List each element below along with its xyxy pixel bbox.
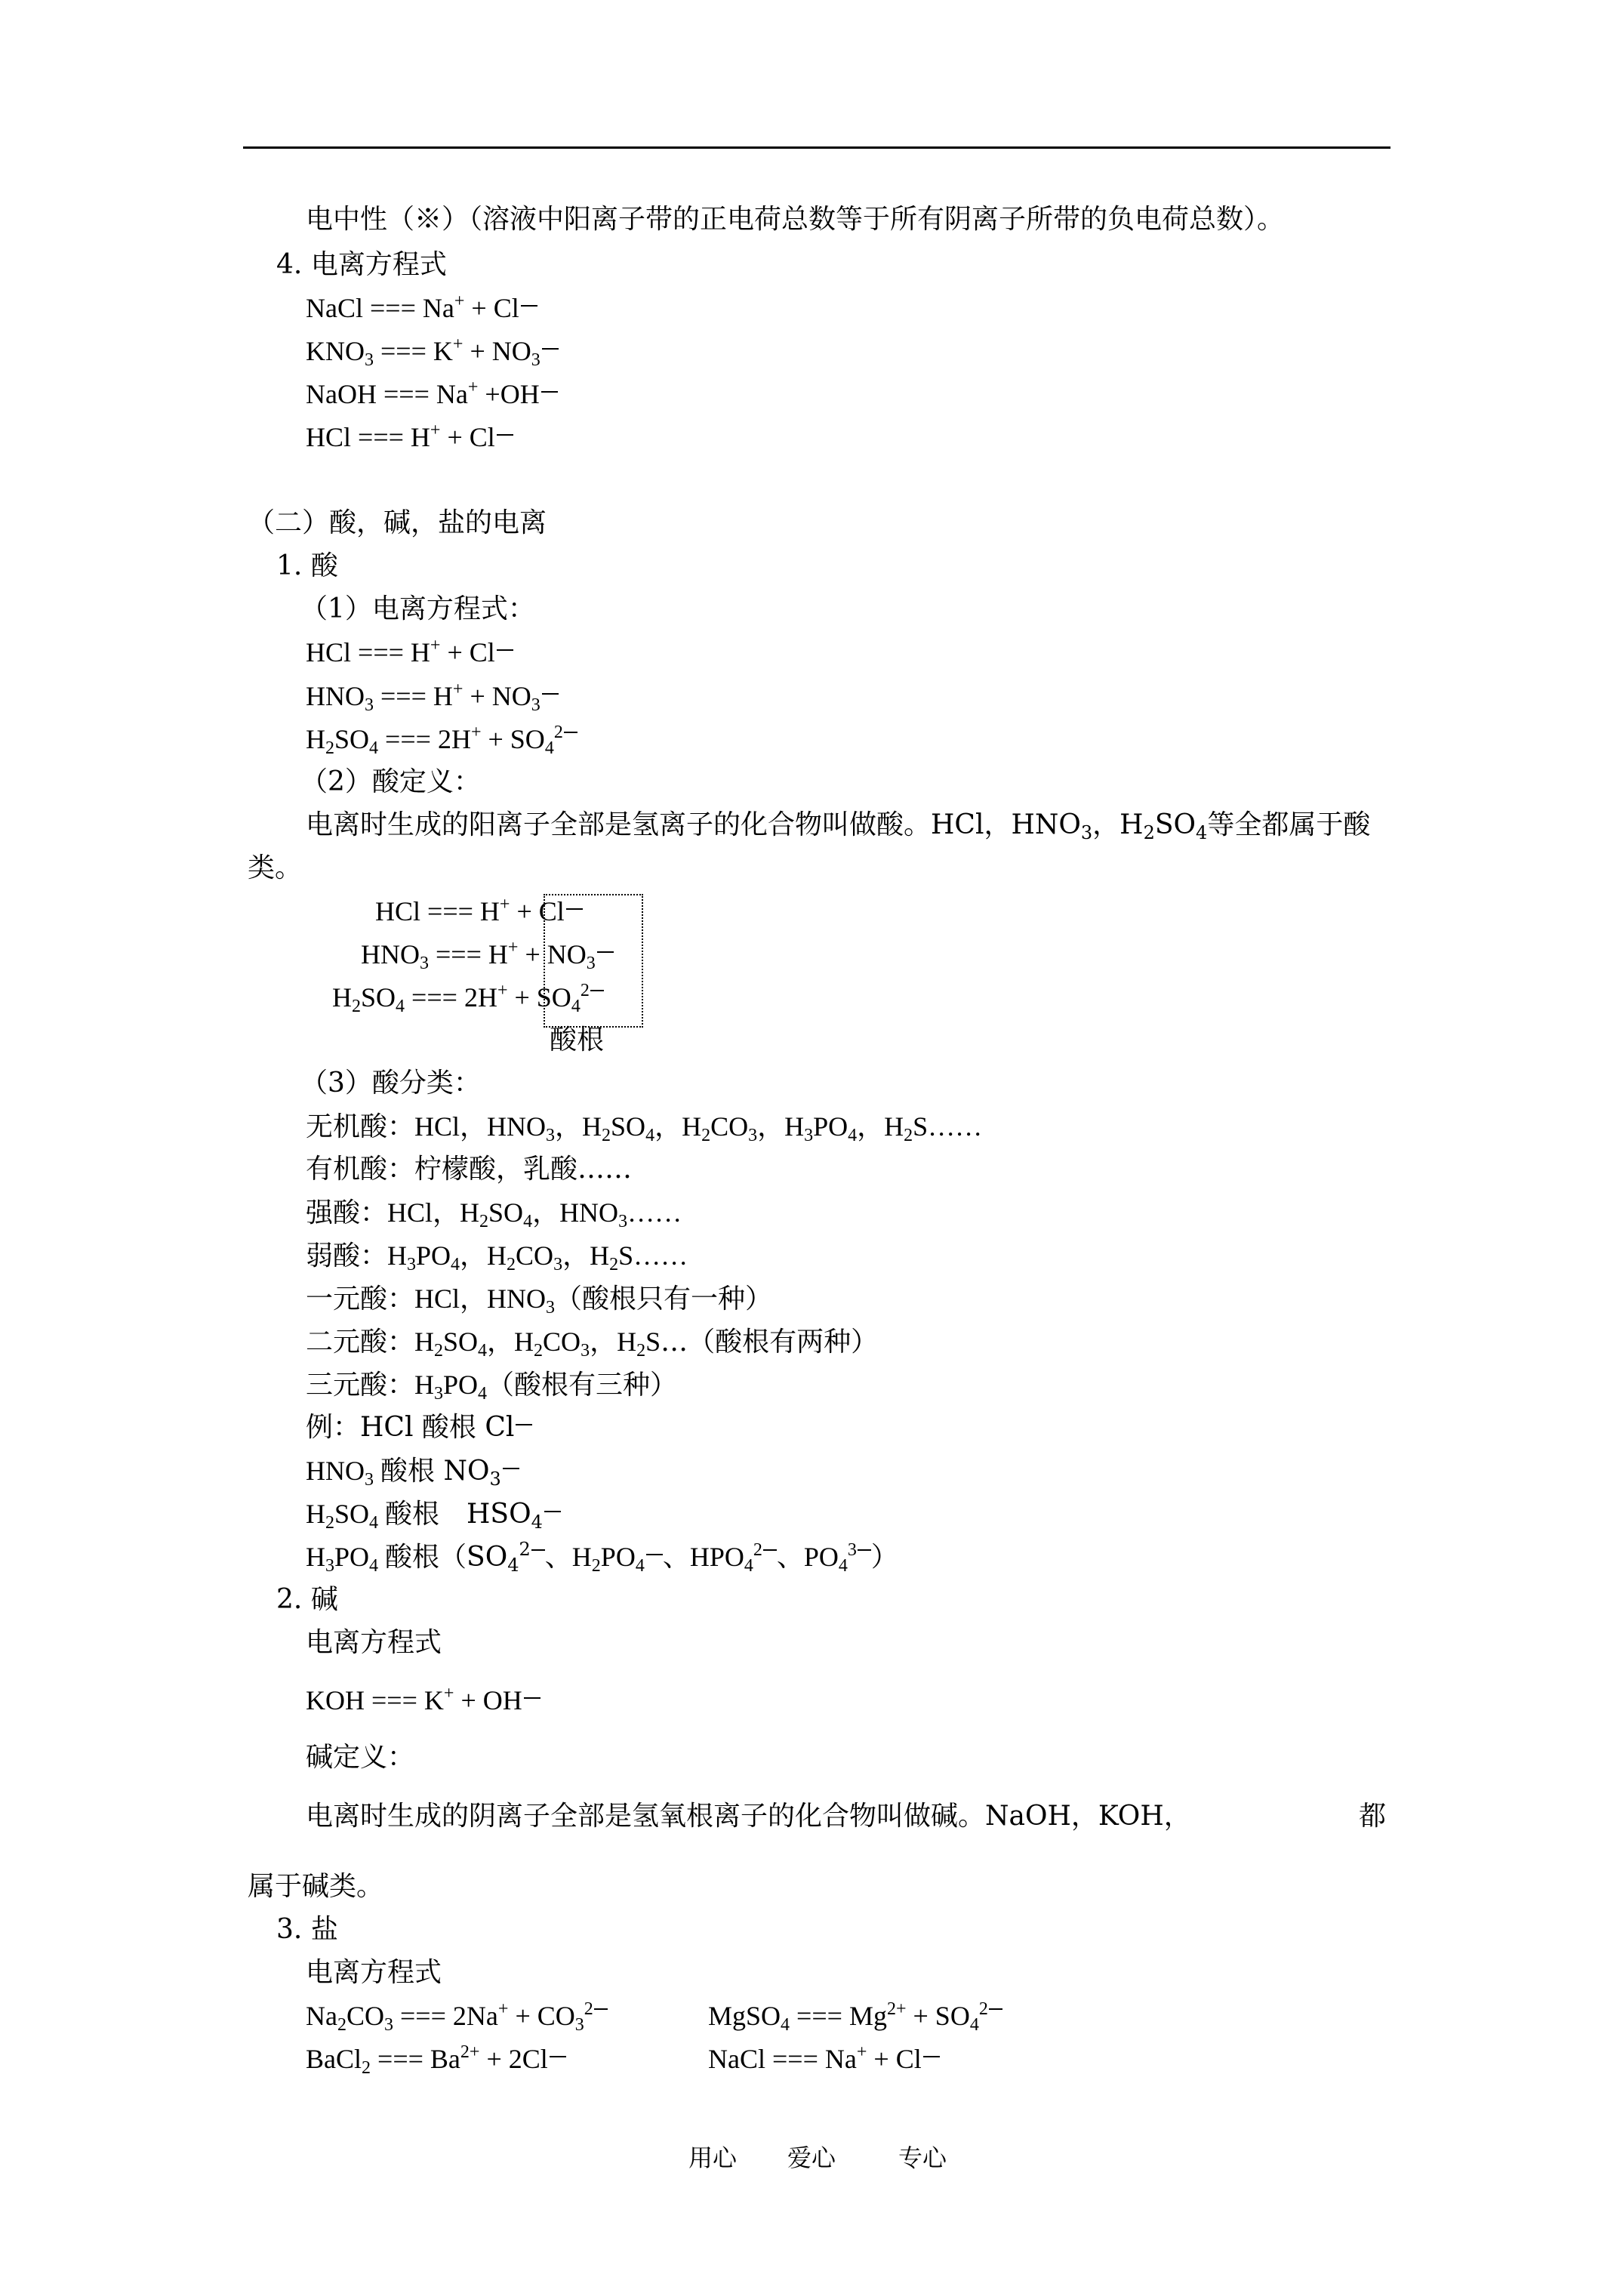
acid-def-line2: 类。: [248, 852, 303, 883]
base-def-line2: 属于碱类。: [248, 1871, 384, 1902]
example-hcl: 例：HCl 酸根 Cl: [306, 1410, 532, 1445]
acid-sub1: （1）电离方程式：: [300, 593, 535, 624]
salt-eq-na2co3: $Na_2CO_3$ === $2Na^+ + CO_3^2$: [306, 1999, 608, 2033]
box-eq-hcl: HCl === H+ + Cl: [375, 894, 583, 929]
classify-tri: 三元酸：$H_3PO_4$（酸根有三种）: [306, 1370, 678, 1404]
salt-eq-title: 电离方程式: [306, 1957, 442, 1988]
eq-nacl: NaCl === Na+ + Cl: [306, 291, 537, 325]
box-eq-h2so4: $H_2SO_4$ === $2H^+ + SO_4^2$: [332, 980, 604, 1015]
example-h2so4: $H_2SO_4$ 酸根 $HSO_4$: [306, 1496, 561, 1532]
acid-eq-hno3: $HNO_3$ === $H^+ + NO_3$: [306, 679, 559, 713]
salt-heading: 3. 盐: [276, 1914, 338, 1945]
salt-eq-bacl2: BaCl$_2$ === $Ba^{2+} + 2Cl$: [306, 2042, 566, 2076]
eq-hcl: HCl === H+ + Cl: [306, 420, 513, 455]
item4-number: 4.: [276, 249, 303, 280]
classify-strong: 强酸：HCl，$H_2SO_4$，$HNO_3\dots\dots$: [306, 1197, 682, 1231]
acid-sub2: （2）酸定义：: [300, 766, 481, 797]
footer-text-1: 用心: [688, 2143, 738, 2172]
item4-title: 电离方程式: [310, 249, 447, 280]
classify-inorganic: 无机酸：HCl，$HNO_3$，$H_2SO_4$，$H_2CO_3$，$H_3PO_4$，$H_2S\dots\dots$: [306, 1111, 983, 1145]
base-heading: 2. 碱: [276, 1584, 338, 1615]
base-eq-koh: KOH === K+ + OH: [306, 1683, 540, 1718]
acid-def-line1: 电离时生成的阳离子全部是氢离子的化合物叫做酸。HCl，$HNO_3$，$H_2SO_4$等全都属于酸: [306, 809, 1371, 843]
acid-heading: 1. 酸: [276, 550, 338, 581]
salt-eq-mgso4: MgSO$_4$ === $Mg^{2+} + SO_4^2$: [708, 1999, 1002, 2033]
box-eq-hno3: $HNO_3$ === $H^+ + NO_3$: [361, 937, 614, 972]
example-hno3: $HNO_3$ 酸根 $NO_3$: [306, 1453, 519, 1489]
item4-heading: [276, 248, 447, 282]
classify-mono: 一元酸：HCl，$HNO_3$（酸根只有一种）: [306, 1284, 773, 1318]
base-def-title: 碱定义：: [306, 1742, 415, 1773]
classify-di: 二元酸：$H_2SO_4$，$H_2CO_3$，$H_2S\dots$（酸根有两种）: [306, 1327, 879, 1361]
acid-sub3: （3）酸分类：: [300, 1068, 481, 1099]
eq-kno3: $KNO_3$ === $K^+ + NO_3$: [306, 334, 559, 368]
base-def-line1: 电离时生成的阴离子全部是氢氧根离子的化合物叫做碱。NaOH，KOH，: [306, 1801, 1191, 1832]
footer-text-2: 爱心: [787, 2143, 836, 2172]
acid-eq-hcl: HCl === H+ + Cl: [306, 635, 513, 670]
example-h3po4: $H_3PO_4$ 酸根（$SO_4^2$ 、$H_2PO_4$ 、$HPO_4^2$ 、$PO_4^3$ ）: [306, 1539, 898, 1576]
classify-weak: 弱酸：$H_3PO_4$，$H_2CO_3$，$H_2S\dots\dots$: [306, 1240, 688, 1274]
classify-organic: 有机酸：柠檬酸，乳酸……: [306, 1154, 633, 1185]
neutrality-text: 电中性（※）（溶液中阳离子带的正电荷总数等于所有阴离子所带的负电荷总数）。: [306, 204, 1285, 235]
base-eq-title: 电离方程式: [306, 1627, 442, 1658]
acid-eq-h2so4: $H_2SO_4$ === $2H^+ + SO_4^2$: [306, 722, 577, 757]
base-def-line1-end: 都: [1359, 1801, 1387, 1832]
section2-title: （二）酸，碱，盐的电离: [248, 507, 547, 538]
eq-naoh: NaOH === Na+ +OH: [306, 377, 558, 411]
header-rule: [243, 146, 1390, 149]
salt-eq-nacl: NaCl === Na+ + Cl: [708, 2042, 940, 2076]
footer-text-3: 专心: [898, 2143, 947, 2172]
box-label: 酸根: [550, 1025, 605, 1056]
